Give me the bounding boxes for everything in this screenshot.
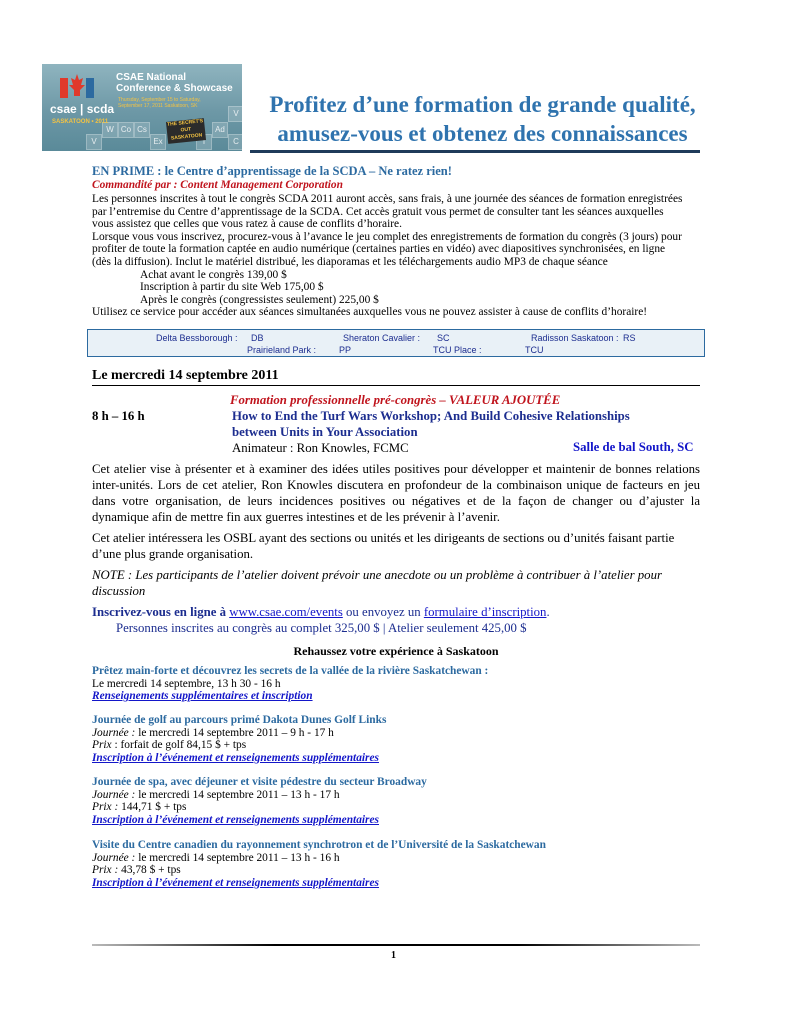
experience-day: [92, 727, 702, 740]
price-line: Achat avant le congrès 139,00 $: [140, 268, 287, 281]
banner-tile: C: [228, 134, 242, 150]
price-label: Prix :: [92, 801, 119, 814]
hotel-label: Prairieland Park :: [247, 345, 317, 355]
register-end: .: [546, 605, 550, 619]
experience-title: Journée de golf au parcours primé Dakota Dunes Golf Links: [92, 714, 387, 726]
price-value: 43,78 $ + tps: [121, 864, 181, 877]
price-line: Inscription à partir du site Web 175,00 $: [140, 281, 324, 294]
day-heading: Le mercredi 14 septembre 2011: [92, 368, 279, 383]
experience-heading: Rehaussez votre expérience à Saskatoon: [293, 644, 499, 658]
register-mid: ou envoyez un: [346, 605, 421, 619]
events-link[interactable]: www.csae.com/events: [229, 605, 343, 619]
session-tag: Formation professionnelle pré-congrès – VALEUR AJOUTÉE: [230, 393, 561, 407]
session-title-line: How to End the Turf Wars Workshop; And Build Cohesive Relationships: [232, 409, 630, 423]
session-target: [92, 530, 700, 562]
text-line: Cet atelier intéressera les OSBL ayant des sections ou unités et les dirigeants de sections ou d’unités faisant partie: [92, 531, 675, 545]
banner-tile: W: [102, 122, 118, 138]
banner-tile: V: [228, 106, 242, 122]
title-line: Profitez d’une formation de grande qualité,: [269, 92, 696, 117]
text-line: vous assistez que celles que vous ratez à cause de conflits d’horaire.: [92, 218, 402, 231]
experience-price: [92, 864, 702, 877]
prime-heading: EN PRIME : le Centre d’apprentissage de la SCDA – Ne ratez rien!: [92, 164, 452, 178]
day-label: Journée :: [92, 851, 136, 864]
event-registration-link[interactable]: Inscription à l’événement et renseignements supplémentaires: [92, 751, 379, 764]
hotel-code: TCU: [525, 345, 544, 355]
page-title: [250, 90, 715, 148]
event-registration-link[interactable]: Inscription à l’événement et renseignements supplémentaires: [92, 813, 379, 826]
hotel-legend: [87, 329, 705, 357]
text-line: NOTE : Les participants de l’atelier doivent prévoir une anecdote ou un problème à contribuer à l’atelier pour: [92, 568, 662, 582]
banner-tile: Ex: [150, 134, 166, 150]
secret-stamp: THE SECRET'S OUT SASKATOON: [166, 118, 206, 144]
text-line: Utilisez ce service pour accéder aux séances simultanées auxquelles vous ne pouvez assister à cause de conflits d’horaire!: [92, 306, 648, 319]
experience-date: Le mercredi 14 septembre, 13 h 30 - 16 h: [92, 677, 281, 690]
banner-tile: I: [196, 134, 212, 150]
text-line: profiter de toute la formation captée en audio numérique (certaines parties en vidéo) avec diapositives synchronisées, en ligne: [92, 243, 666, 256]
text-line: discussion: [92, 584, 146, 598]
session-presenter: Animateur : Ron Knowles, FCMC: [232, 441, 409, 455]
page-number: 1: [391, 950, 396, 961]
maple-leaf-icon: [60, 72, 94, 100]
hotel-code: RS: [623, 333, 636, 343]
session-description: [92, 461, 700, 525]
experience-item: [92, 665, 702, 703]
hotel-label: Sheraton Cavalier :: [343, 333, 421, 343]
banner-logo: csae | scda: [50, 102, 115, 116]
price-label: Prix: [92, 739, 112, 752]
banner-title: CSAE National Conference & Showcase: [116, 72, 233, 94]
text-line: Les personnes inscrites à tout le congrès SCDA 2011 auront accès, sans frais, à une journée des séances de formation enregistrées: [92, 193, 683, 205]
hotel-code: DB: [251, 333, 264, 343]
session-room: Salle de bal South, SC: [573, 440, 694, 454]
hotel-label: Delta Bessborough :: [156, 333, 238, 343]
banner-tile: Cs: [134, 122, 150, 138]
experience-item: [92, 776, 702, 826]
experience-title: Journée de spa, avec déjeuner et visite pédestre du secteur Broadway: [92, 776, 427, 788]
experience-price: [92, 739, 702, 752]
session-title-line: between Units in Your Association: [232, 424, 418, 439]
more-info-link[interactable]: Renseignements supplémentaires et inscription: [92, 690, 313, 703]
registration-form-link[interactable]: formulaire d’inscription: [423, 605, 547, 619]
text-line: dans votre organisation, de leurs incidences positives ou négatives et de la façon de changer ou d’ajuster la: [92, 494, 700, 508]
text-line: inter-unités. Lors de cet atelier, Ron Knowles discutera en profondeur de la combinaison unique de facteurs en jeu: [92, 478, 700, 492]
session-time: 8 h – 16 h: [92, 409, 145, 423]
text-line: par l’entremise du Centre d’apprentissage de la SCDA. Cet accès gratuit vous permet de consulter tant les séances auxquelles: [92, 205, 664, 218]
register-label: Inscrivez-vous en ligne à: [92, 605, 227, 619]
price-value: : forfait de golf 84,15 $ + tps: [114, 739, 247, 752]
day-value: le mercredi 14 septembre 2011 – 9 h - 17 h: [138, 726, 334, 739]
prime-sponsor: Commandité par : Content Management Corporation: [92, 179, 343, 191]
day-label: Journée :: [92, 726, 136, 739]
event-registration-link[interactable]: Inscription à l’événement et renseignements supplémentaires: [92, 876, 379, 889]
experience-item: [92, 714, 702, 764]
hotel-label: TCU Place :: [433, 345, 482, 355]
day-divider: [92, 385, 700, 386]
day-value: le mercredi 14 septembre 2011 – 13 h - 17 h: [138, 788, 340, 801]
day-value: le mercredi 14 septembre 2011 – 13 h - 16 h: [138, 851, 340, 864]
banner-city: SASKATOON • 2011: [52, 119, 109, 125]
text-line: dynamique afin de mettre fin aux guerres intestines et de les prévenir à l’avenir.: [92, 510, 500, 524]
prime-paragraph: [92, 193, 702, 319]
footer-divider: [92, 944, 700, 946]
text-line: Cet atelier vise à présenter et à examiner des idées utiles positives pour développer et maintenir de bonnes relations: [92, 462, 700, 476]
text-line: (dès la diffusion). Inclut le matériel distribué, les diaporamas et les téléchargements audio MP3 de chaque séance: [92, 255, 608, 268]
conference-banner: [42, 64, 242, 151]
banner-tile: Co: [118, 122, 134, 138]
register-line: [92, 604, 550, 620]
hotel-code: SC: [437, 333, 450, 343]
text-line: d’une plus grande organisation.: [92, 547, 254, 561]
experience-title: Prêtez main-forte et découvrez les secrets de la vallée de la rivière Saskatchewan :: [92, 665, 489, 677]
experience-day: [92, 852, 702, 865]
hotel-code: PP: [339, 345, 352, 355]
banner-tile: V: [86, 134, 102, 150]
experience-price: [92, 801, 702, 814]
price-label: Prix :: [92, 864, 119, 877]
experience-title: Visite du Centre canadien du rayonnement synchrotron et de l’Université de la Saskatchewan: [92, 839, 546, 851]
text-line: Lorsque vous vous inscrivez, procurez-vous à l’avance le jeu complet des enregistrements de formation du congrès (3 jours) pour: [92, 230, 682, 243]
banner-dates: Thursday, September 15 to Saturday, September 17, 2011 Saskatoon, SK: [118, 97, 201, 109]
hotel-label: Radisson Saskatoon :: [531, 333, 619, 343]
banner-tile: Ad: [212, 122, 228, 138]
price-line: Après le congrès (congressistes seulement) 225,00 $: [140, 293, 379, 306]
title-divider: [250, 150, 700, 153]
session-fees: Personnes inscrites au congrès au complet 325,00 $ | Atelier seulement 425,00 $: [116, 621, 527, 635]
title-line: amusez-vous et obtenez des connaissances: [277, 121, 688, 146]
session-note: [92, 567, 700, 599]
experience-item: [92, 839, 702, 889]
session-title: [232, 409, 630, 440]
day-label: Journée :: [92, 788, 136, 801]
experience-day: [92, 789, 702, 802]
price-value: 144,71 $ + tps: [121, 801, 187, 814]
